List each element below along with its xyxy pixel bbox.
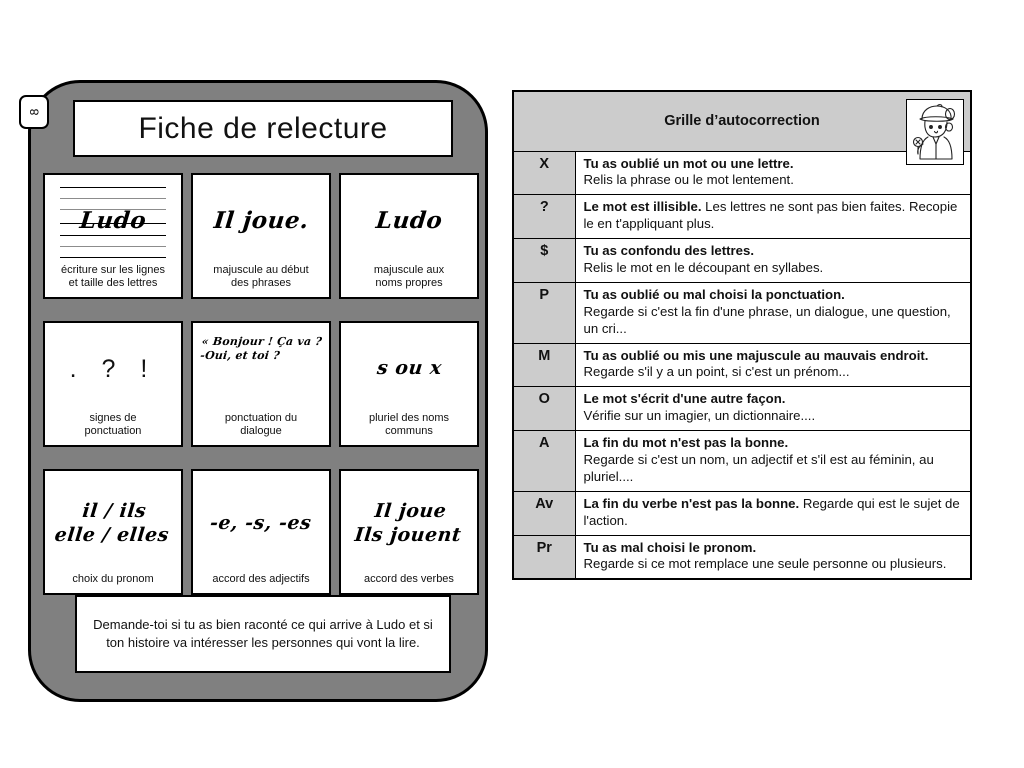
card-visual-text: -e, -s, -es xyxy=(209,512,313,535)
row-lead: La fin du mot n'est pas la bonne. xyxy=(583,435,789,451)
row-lead: Tu as mal choisi le pronom. xyxy=(583,539,757,555)
row-description xyxy=(575,282,971,343)
table-title: Grille d’autocorrection xyxy=(664,113,820,130)
criteria-card-grid xyxy=(39,173,483,595)
row-code: $ xyxy=(513,239,575,283)
row-description xyxy=(575,195,971,239)
card-label: majuscule au début des phrases xyxy=(213,263,309,290)
row-code: O xyxy=(513,387,575,431)
row-lead: Tu as confondu des lettres. xyxy=(583,243,754,259)
card-visual-text: Ludo xyxy=(374,206,444,234)
grille-autocorrection-table xyxy=(512,90,972,580)
card-label: majuscule aux noms propres xyxy=(373,263,445,290)
panel-title-box xyxy=(73,100,453,157)
table-row[interactable] xyxy=(513,195,971,239)
detective-icon xyxy=(906,99,964,165)
advice-box xyxy=(75,595,451,673)
card-visual xyxy=(196,179,326,264)
card-accord-des-adjectifs[interactable] xyxy=(191,469,331,595)
row-description xyxy=(575,343,971,387)
row-code: Pr xyxy=(513,535,575,579)
table-row[interactable] xyxy=(513,282,971,343)
row-description xyxy=(575,239,971,283)
row-detail: Regarde qui est le sujet de l'action. xyxy=(583,495,960,528)
table-body xyxy=(513,151,971,579)
row-code: ? xyxy=(513,195,575,239)
row-lead: Le mot s'écrit d'une autre façon. xyxy=(583,391,786,407)
table-header-row xyxy=(513,91,971,151)
fiche-de-relecture-panel xyxy=(28,80,488,702)
row-code: M xyxy=(513,343,575,387)
card-majuscule-debut-phrases[interactable] xyxy=(191,173,331,299)
card-visual-text: « Bonjour ! Ça va ? -Oui, et toi ? xyxy=(199,335,323,362)
row-code: X xyxy=(513,151,575,195)
row-description xyxy=(575,491,971,535)
card-visual-text: il / ils elle / elles xyxy=(53,500,171,547)
row-lead: Le mot est illisible. xyxy=(583,199,702,215)
ruled-paper-icon xyxy=(54,179,172,264)
card-visual xyxy=(344,475,474,573)
table-row[interactable] xyxy=(513,431,971,492)
row-detail: Vérifie sur un imagier, un dictionnaire.... xyxy=(583,408,816,424)
row-detail: Regarde si c'est un nom, un adjectif et s'il est au féminin, au pluriel.... xyxy=(583,451,934,484)
card-label: choix du pronom xyxy=(72,573,154,586)
card-row xyxy=(39,321,483,447)
row-detail: Regarde si c'est la fin d'une phrase, un dialogue, une question, un cri... xyxy=(583,303,951,336)
card-pluriel-noms-communs[interactable] xyxy=(339,321,479,447)
page-number-tab xyxy=(19,95,49,129)
card-label: accord des verbes xyxy=(364,573,454,586)
card-visual xyxy=(48,179,178,264)
row-detail: Les lettres ne sont pas bien faites. Recopie le en t'appliquant plus. xyxy=(583,199,958,232)
card-ecriture-sur-les-lignes[interactable] xyxy=(43,173,183,299)
card-visual xyxy=(344,327,474,412)
card-visual-text: Il joue Ils jouent xyxy=(353,500,463,547)
card-row xyxy=(39,173,483,299)
card-label: ponctuation du dialogue xyxy=(224,411,298,438)
table-row[interactable] xyxy=(513,387,971,431)
row-lead: Tu as oublié un mot ou une lettre. xyxy=(583,155,794,171)
table-row[interactable] xyxy=(513,239,971,283)
row-detail: Regarde si ce mot remplace une seule personne ou plusieurs. xyxy=(583,556,947,572)
table-row[interactable] xyxy=(513,491,971,535)
card-label: pluriel des noms communs xyxy=(368,411,450,438)
row-description xyxy=(575,535,971,579)
card-visual-text: Ludo xyxy=(78,207,148,235)
card-ponctuation-du-dialogue[interactable] xyxy=(191,321,331,447)
card-label: accord des adjectifs xyxy=(212,573,310,586)
row-description xyxy=(575,431,971,492)
row-description xyxy=(575,387,971,431)
card-majuscule-noms-propres[interactable] xyxy=(339,173,479,299)
card-row xyxy=(39,469,483,595)
table-row[interactable] xyxy=(513,535,971,579)
row-detail: Relis le mot en le découpant en syllabes. xyxy=(583,259,824,275)
card-visual-text: Il joue. xyxy=(212,206,310,234)
card-visual xyxy=(344,179,474,264)
card-visual-text: . ? ! xyxy=(69,354,157,383)
card-label: écriture sur les lignes et taille des lettres xyxy=(61,263,165,290)
card-accord-des-verbes[interactable] xyxy=(339,469,479,595)
card-label: signes de ponctuation xyxy=(84,411,142,438)
table-head xyxy=(513,91,971,151)
row-detail: Regarde s'il y a un point, si c'est un prénom... xyxy=(583,364,850,380)
card-choix-du-pronom[interactable] xyxy=(43,469,183,595)
row-lead: Tu as oublié ou mis une majuscule au mauvais endroit. xyxy=(583,347,929,363)
advice-text: Demande-toi si tu as bien raconté ce qui arrive à Ludo et si ton histoire va intéresser les personnes qui vont la lire. xyxy=(93,617,433,650)
table-row[interactable] xyxy=(513,151,971,195)
card-visual xyxy=(48,327,178,412)
row-lead: La fin du verbe n'est pas la bonne. xyxy=(583,495,800,511)
card-signes-de-ponctuation[interactable] xyxy=(43,321,183,447)
card-visual xyxy=(48,475,178,573)
row-lead: Tu as oublié ou mal choisi la ponctuation. xyxy=(583,286,845,302)
page-number-label: 8 xyxy=(27,108,41,116)
card-visual xyxy=(196,475,326,573)
table-title-cell xyxy=(513,91,971,151)
card-visual xyxy=(196,327,326,412)
row-code: A xyxy=(513,431,575,492)
table-row[interactable] xyxy=(513,343,971,387)
row-code: P xyxy=(513,282,575,343)
page-title: Fiche de relecture xyxy=(138,111,388,145)
row-code: Av xyxy=(513,491,575,535)
row-detail: Relis la phrase ou le mot lentement. xyxy=(583,172,794,188)
card-visual-text: s ou x xyxy=(375,357,443,380)
